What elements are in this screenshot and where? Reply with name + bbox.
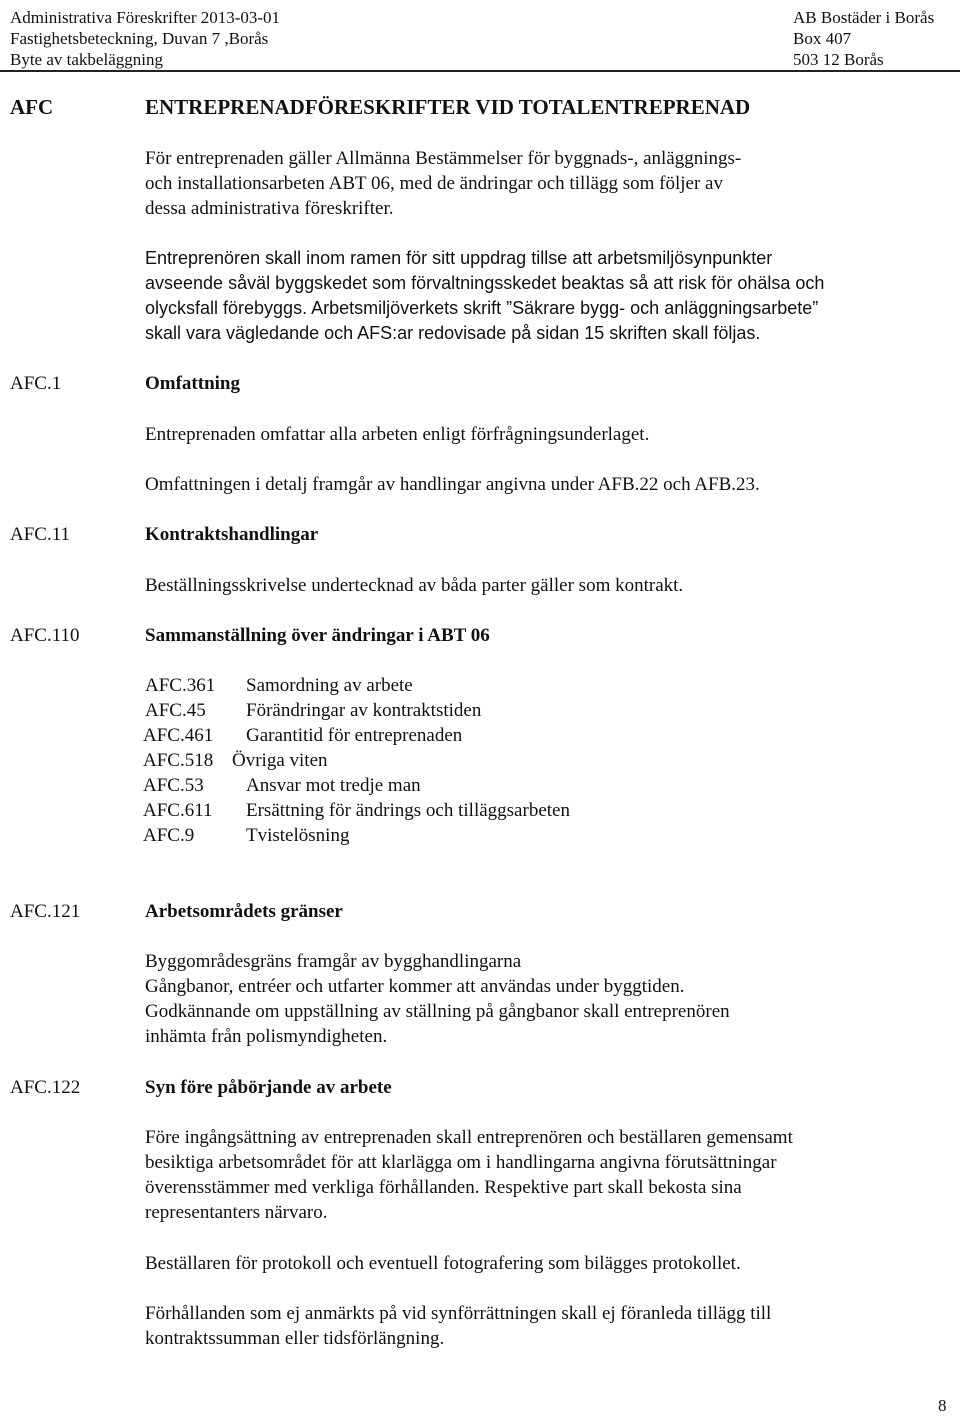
section-heading-omfattning: Omfattning [145, 373, 240, 394]
text-line: olycksfall förebyggs. Arbetsmiljöverkets skrift ”Säkrare bygg- och anläggningsarbete” [145, 298, 819, 318]
text-line: överensstämmer med verkliga förhållanden. Respektive part skall bekosta sina [145, 1177, 742, 1198]
afc122-paragraph-2: Beställaren för protokoll och eventuell fotografering som bilägges protokollet. [145, 1253, 741, 1274]
change-label: Samordning av arbete [246, 675, 413, 696]
afc1-line-1: Entreprenaden omfattar alla arbeten enligt förfrågningsunderlaget. [145, 424, 650, 445]
header-left [10, 7, 280, 70]
text-line: Byggområdesgräns framgår av bygghandlingarna [145, 951, 522, 972]
change-label: Garantitid för entreprenaden [246, 725, 463, 746]
header-box: Box 407 [793, 29, 852, 48]
header-project: Byte av takbeläggning [10, 50, 163, 69]
header-right [793, 7, 934, 70]
change-code: AFC.9 [143, 825, 195, 846]
text-line: avseende såväl byggskedet som förvaltningsskedet beaktas så att risk för ohälsa och [145, 273, 825, 293]
afc-paragraph-2 [145, 246, 824, 346]
text-line: Gångbanor, entréer och utfarter kommer att användas under byggtiden. [145, 976, 685, 997]
text-line: Förhållanden som ej anmärkts på vid synförrättningen skall ej föranleda tillägg till [145, 1303, 772, 1324]
change-code: AFC.45 [145, 700, 206, 721]
text-line: Entreprenören skall inom ramen för sitt uppdrag tillse att arbetsmiljösynpunkter [145, 248, 773, 268]
text-line: kontraktssumman eller tidsförlängning. [145, 1328, 445, 1349]
header-postcode: 503 12 Borås [793, 50, 884, 69]
change-label: Tvistelösning [246, 825, 350, 846]
page-header [0, 0, 960, 72]
afc-paragraph-1 [145, 146, 741, 221]
header-doc-title: Administrativa Föreskrifter 2013-03-01 [10, 8, 281, 27]
change-code: AFC.611 [143, 800, 213, 821]
text-line: Före ingångsättning av entreprenaden skall entreprenören och beställaren gemensamt [145, 1127, 793, 1148]
afc1-line-2: Omfattningen i detalj framgår av handlingar angivna under AFB.22 och AFB.23. [145, 474, 760, 495]
section-heading-syn: Syn före påbörjande av arbete [145, 1077, 392, 1098]
afc121-paragraph [145, 949, 730, 1049]
section-code-afc122: AFC.122 [10, 1077, 81, 1098]
text-line: representanters närvaro. [145, 1202, 328, 1223]
change-label: Ansvar mot tredje man [246, 775, 421, 796]
section-heading-arbetsomradets-granser: Arbetsområdets gränser [145, 901, 343, 922]
header-property: Fastighetsbeteckning, Duvan 7 ,Borås [10, 29, 269, 48]
change-code: AFC.518 [143, 750, 214, 771]
text-line: skall vara vägledande och AFS:ar redovisade på sidan 15 skriften skall följas. [145, 323, 761, 343]
text-line: inhämta från polismyndigheten. [145, 1026, 388, 1047]
afc11-line: Beställningsskrivelse undertecknad av båda parter gäller som kontrakt. [145, 575, 684, 596]
section-heading-sammanstallning: Sammanställning över ändringar i ABT 06 [145, 625, 490, 646]
text-line: För entreprenaden gäller Allmänna Bestämmelser för byggnads-, anläggnings- [145, 148, 742, 169]
section-code-afc110: AFC.110 [10, 625, 80, 646]
afc122-paragraph-1 [145, 1125, 793, 1225]
text-line: dessa administrativa föreskrifter. [145, 198, 394, 219]
section-code-afc: AFC [10, 95, 54, 119]
change-label: Ersättning för ändrings och tilläggsarbeten [246, 800, 570, 821]
text-line: och installationsarbeten ABT 06, med de ändringar och tillägg som följer av [145, 173, 723, 194]
document-title: ENTREPRENADFÖRESKRIFTER VID TOTALENTREPRENAD [145, 95, 751, 119]
text-line: besiktiga arbetsområdet för att klarlägga om i handlingarna angivna förutsättningar [145, 1152, 777, 1173]
text-line: Godkännande om uppställning av ställning på gångbanor skall entreprenören [145, 1001, 730, 1022]
afc122-paragraph-3 [145, 1301, 771, 1351]
section-heading-kontraktshandlingar: Kontraktshandlingar [145, 524, 319, 545]
section-code-afc121: AFC.121 [10, 901, 81, 922]
change-label: Övriga viten [232, 750, 328, 771]
change-label: Förändringar av kontraktstiden [246, 700, 482, 721]
section-code-afc11: AFC.11 [10, 524, 71, 545]
change-code: AFC.361 [145, 675, 216, 696]
change-code: AFC.53 [143, 775, 204, 796]
page-number: 8 [938, 1396, 947, 1415]
change-code: AFC.461 [143, 725, 214, 746]
header-company: AB Bostäder i Borås [793, 8, 935, 27]
section-code-afc1: AFC.1 [10, 373, 62, 394]
